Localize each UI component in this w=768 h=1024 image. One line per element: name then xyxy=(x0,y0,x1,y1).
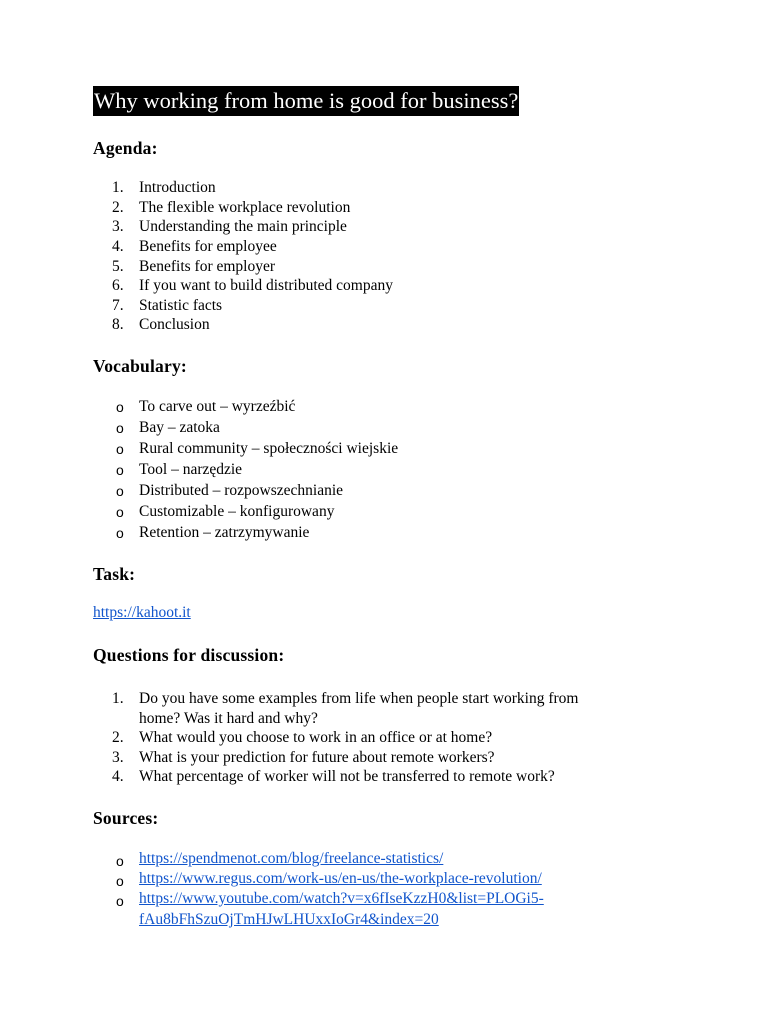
bullet-icon: o xyxy=(116,399,124,415)
vocabulary-heading: Vocabulary: xyxy=(93,356,187,376)
sources-heading: Sources: xyxy=(93,808,159,828)
vocabulary-item-text: Rural community – społeczności wiejskie xyxy=(139,440,399,457)
agenda-item-text: If you want to build distributed company xyxy=(139,277,393,294)
bullet-icon: o xyxy=(116,873,124,889)
agenda-item-text: Conclusion xyxy=(139,316,210,333)
agenda-item-number: 1. xyxy=(112,179,124,196)
bullet-icon: o xyxy=(116,483,124,499)
question-item-text: What would you choose to work in an office or at home? xyxy=(139,729,493,746)
vocabulary-item-text: To carve out – wyrzeźbić xyxy=(139,398,296,415)
source-link[interactable]: https://www.youtube.com/watch?v=x6fIseKzzH0&list=PLOGi5- xyxy=(139,890,544,907)
source-link[interactable]: https://www.regus.com/work-us/en-us/the-workplace-revolution/ xyxy=(139,870,542,887)
document-title: Why working from home is good for business? xyxy=(93,86,519,116)
agenda-item-text: The flexible workplace revolution xyxy=(139,199,351,216)
bullet-icon: o xyxy=(116,420,124,436)
question-item-text: Do you have some examples from life when people start working from xyxy=(139,690,579,707)
bullet-icon: o xyxy=(116,525,124,541)
agenda-item-text: Benefits for employee xyxy=(139,238,277,255)
agenda-item-text: Understanding the main principle xyxy=(139,218,347,235)
vocabulary-item-text: Customizable – konfigurowany xyxy=(139,503,335,520)
task-heading: Task: xyxy=(93,564,136,584)
bullet-icon: o xyxy=(116,462,124,478)
bullet-icon: o xyxy=(116,853,124,869)
agenda-item-text: Benefits for employer xyxy=(139,258,276,275)
agenda-item-number: 6. xyxy=(112,277,124,294)
vocabulary-item-text: Tool – narzędzie xyxy=(139,461,243,478)
question-item-text: What percentage of worker will not be transferred to remote work? xyxy=(139,768,555,785)
question-item-text: home? Was it hard and why? xyxy=(139,710,318,727)
bullet-icon: o xyxy=(116,504,124,520)
agenda-item-number: 4. xyxy=(112,238,124,255)
bullet-icon: o xyxy=(116,441,124,457)
questions-heading: Questions for discussion: xyxy=(93,645,285,665)
source-link[interactable]: https://spendmenot.com/blog/freelance-statistics/ xyxy=(139,850,444,867)
question-item-number: 1. xyxy=(112,690,124,707)
agenda-item-number: 7. xyxy=(112,297,124,314)
vocabulary-item-text: Retention – zatrzymywanie xyxy=(139,524,310,541)
agenda-item-number: 8. xyxy=(112,316,124,333)
kahoot-link[interactable]: https://kahoot.it xyxy=(93,604,191,621)
bullet-icon: o xyxy=(116,893,124,909)
question-item-text: What is your prediction for future about remote workers? xyxy=(139,749,495,766)
question-item-number: 2. xyxy=(112,729,124,746)
question-item-number: 4. xyxy=(112,768,124,785)
agenda-item-number: 5. xyxy=(112,258,124,275)
agenda-item-text: Statistic facts xyxy=(139,297,223,314)
agenda-heading: Agenda: xyxy=(93,138,158,158)
source-link[interactable]: fAu8bFhSzuOjTmHJwLHUxxIoGr4&index=20 xyxy=(139,911,439,928)
question-item-number: 3. xyxy=(112,749,124,766)
vocabulary-item-text: Bay – zatoka xyxy=(139,419,220,436)
agenda-item-text: Introduction xyxy=(139,179,216,196)
agenda-item-number: 3. xyxy=(112,218,124,235)
agenda-item-number: 2. xyxy=(112,199,124,216)
vocabulary-item-text: Distributed – rozpowszechnianie xyxy=(139,482,344,499)
